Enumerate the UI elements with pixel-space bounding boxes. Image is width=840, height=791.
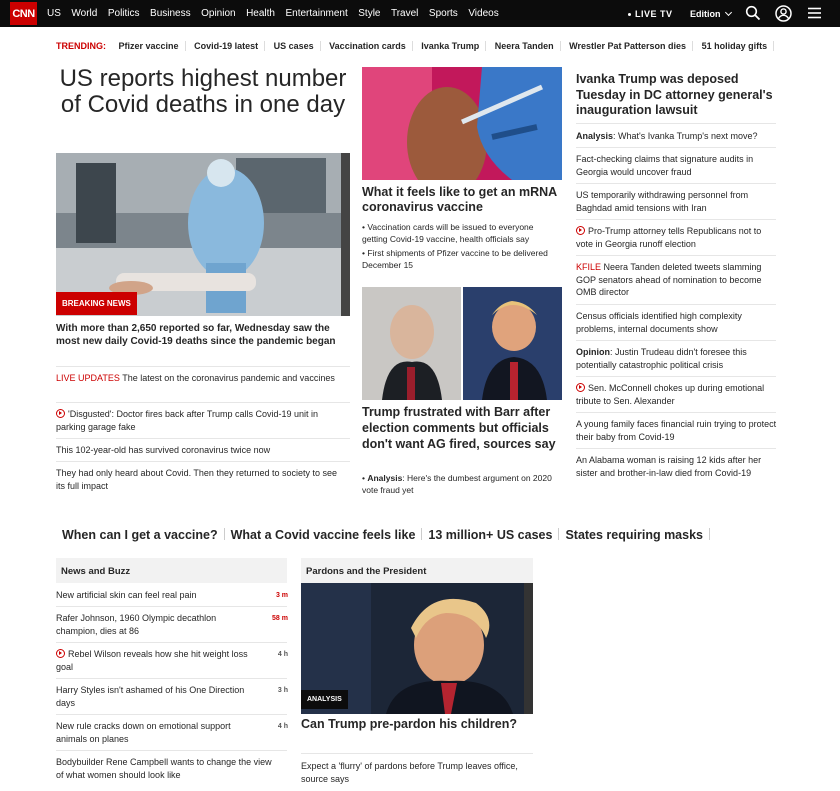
user-icon[interactable] — [775, 5, 792, 22]
edition-label: Edition — [690, 9, 721, 19]
chevron-down-icon — [724, 9, 731, 16]
quick-link[interactable]: When can I get a vaccine? — [62, 528, 218, 542]
trending-item[interactable]: 51 holiday gifts — [696, 41, 775, 51]
nav-link-business[interactable]: Business — [150, 8, 191, 19]
analysis-label: Analysis — [367, 473, 403, 483]
news-buzz-item[interactable] — [56, 648, 256, 673]
quick-link[interactable]: States requiring masks — [565, 528, 703, 542]
lead-subhead[interactable]: With more than 2,650 reported so far, Wednesday saw the most new daily Covid-19 deaths since the pandemic began — [56, 323, 336, 347]
pardons-headline[interactable]: Can Trump pre-pardon his children? — [301, 717, 517, 731]
play-icon — [576, 226, 585, 235]
opinion-label: Opinion — [576, 347, 610, 357]
divider — [576, 448, 776, 449]
list-item[interactable] — [576, 454, 780, 479]
list-item[interactable] — [56, 467, 346, 492]
vaccine-headline[interactable]: What it feels like to get an mRNA coronavirus vaccine — [362, 185, 557, 214]
list-item-text: Expect a 'flurry' of pardons before Trump leaves office, source says — [301, 761, 518, 784]
list-item[interactable] — [576, 346, 780, 371]
live-tv-label: LIVE TV — [635, 9, 673, 19]
cnn-logo[interactable]: CNN — [10, 2, 37, 25]
list-item-text: Census officials identified high complexity problems, internal documents show — [576, 311, 742, 334]
list-item-text: US temporarily withdrawing personnel from Baghdad amid tensions with Iran — [576, 190, 749, 213]
section-nav — [47, 0, 509, 27]
quick-link[interactable]: What a Covid vaccine feels like — [230, 528, 416, 542]
list-item[interactable] — [576, 261, 780, 299]
vaccine-image[interactable] — [362, 67, 562, 180]
nav-link-videos[interactable]: Videos — [468, 8, 499, 19]
quick-link[interactable]: 13 million+ US cases — [428, 528, 553, 542]
menu-icon[interactable] — [807, 5, 822, 21]
list-item[interactable] — [56, 444, 346, 457]
divider — [576, 123, 776, 124]
live-dot-icon — [628, 13, 631, 16]
divider — [576, 412, 776, 413]
divider — [56, 750, 287, 751]
nav-link-world[interactable]: World — [71, 8, 98, 19]
list-item[interactable] — [576, 310, 780, 335]
divider — [56, 714, 287, 715]
timestamp: 4 h — [277, 651, 288, 658]
list-item-text: 'Disgusted': Doctor fires back after Trump calls Covid-19 unit in parking garage fake — [56, 409, 319, 432]
list-item-text: : Here's the dumbest argument on 2020 vote fraud yet — [362, 473, 552, 495]
list-item[interactable]: • Vaccination cards will be issued to everyone getting Covid-19 vaccine, health officials say — [362, 222, 534, 244]
news-buzz-heading[interactable]: News and Buzz — [56, 558, 287, 583]
nav-link-politics[interactable]: Politics — [107, 8, 140, 19]
list-item-text: They had only heard about Covid. Then they returned to society to see its full impact — [56, 468, 338, 491]
list-item-text: Rebel Wilson reveals how she hit weight loss goal — [56, 649, 248, 672]
trending-item[interactable]: Vaccination cards — [323, 41, 413, 51]
list-item-text: Harry Styles isn't ashamed of his One Direction days — [56, 685, 245, 708]
analysis-badge: ANALYSIS — [301, 690, 348, 709]
trending-item[interactable]: Wrestler Pat Patterson dies — [563, 41, 693, 51]
news-buzz-item[interactable] — [56, 589, 256, 602]
list-item-text: Fact-checking claims that signature audits in Georgia would uncover fraud — [576, 154, 754, 177]
list-item[interactable]: • Analysis: Here's the dumbest argument on 2020 vote fraud yet — [362, 473, 552, 495]
trending-item[interactable]: US cases — [268, 41, 321, 51]
nav-link-sports[interactable]: Sports — [428, 8, 458, 19]
news-buzz-item[interactable] — [56, 612, 256, 637]
list-item-text: An Alabama woman is raising 12 kids after her sister and brother-in-law died from Covid-19 — [576, 455, 762, 478]
divider — [56, 606, 287, 607]
list-item-text: Neera Tanden deleted tweets slamming GOP senators ahead of nomination to become OMB director — [576, 262, 762, 297]
nav-link-health[interactable]: Health — [246, 8, 275, 19]
pardons-heading[interactable]: Pardons and the President — [301, 558, 533, 583]
list-item-text: This 102-year-old has survived coronavirus twice now — [56, 445, 271, 455]
list-item-text: The latest on the coronavirus pandemic and vaccines — [122, 373, 335, 383]
timestamp: 58 m — [272, 615, 288, 622]
divider — [56, 366, 350, 367]
list-item[interactable] — [576, 189, 780, 214]
divider — [56, 438, 350, 439]
list-item-text: : Justin Trudeau didn't foresee this potentially catastrophic political crisis — [576, 347, 747, 370]
timestamp: 3 m — [275, 592, 288, 599]
divider — [576, 376, 776, 377]
edition-selector[interactable] — [690, 9, 731, 19]
trending-bar — [56, 41, 774, 51]
divider — [576, 304, 776, 305]
list-item-text: Pro-Trump attorney tells Republicans not to vote in Georgia runoff election — [576, 226, 762, 249]
analysis-label: Analysis — [576, 131, 614, 141]
divider — [301, 753, 533, 754]
trending-label: TRENDING: — [56, 41, 106, 51]
play-icon — [576, 383, 585, 392]
news-buzz-item[interactable] — [56, 756, 281, 781]
list-item[interactable] — [576, 225, 780, 250]
list-item-text: First shipments of Pfizer vaccine to be delivered December 15 — [362, 248, 548, 270]
barr-trump-image[interactable] — [362, 287, 562, 400]
live-updates-label: LIVE UPDATES — [56, 373, 120, 383]
divider — [56, 642, 287, 643]
list-item-text: : What's Ivanka Trump's next move? — [613, 131, 758, 141]
top-navigation — [0, 0, 840, 27]
divider — [56, 461, 350, 462]
live-tv-link[interactable] — [628, 9, 673, 19]
play-icon — [56, 409, 65, 418]
timestamp: 3 h — [277, 687, 288, 694]
news-buzz-item[interactable] — [56, 684, 256, 709]
nav-link-opinion[interactable]: Opinion — [201, 8, 236, 19]
list-item[interactable] — [576, 418, 780, 443]
news-buzz-item[interactable] — [56, 720, 256, 745]
nav-link-travel[interactable]: Travel — [390, 8, 419, 19]
divider — [576, 340, 776, 341]
nav-link-us[interactable]: US — [47, 8, 61, 19]
divider — [56, 402, 350, 403]
trending-item[interactable]: Neera Tanden — [489, 41, 561, 51]
trending-item[interactable]: Pfizer vaccine — [113, 41, 186, 51]
divider — [56, 678, 287, 679]
trending-item[interactable]: Ivanka Trump — [415, 41, 486, 51]
list-item-text: Sen. McConnell chokes up during emotional tribute to Sen. Alexander — [576, 383, 765, 406]
divider — [576, 147, 776, 148]
list-item[interactable]: • First shipments of Pfizer vaccine to be delivered December 15 — [362, 248, 548, 270]
trending-item[interactable]: Covid-19 latest — [188, 41, 265, 51]
nav-link-entertainment[interactable]: Entertainment — [285, 8, 348, 19]
divider — [576, 219, 776, 220]
kfile-label: KFILE — [576, 262, 602, 272]
list-item-text: Rafer Johnson, 1960 Olympic decathlon champion, dies at 86 — [56, 613, 217, 636]
list-item[interactable] — [56, 372, 346, 385]
nav-link-style[interactable]: Style — [358, 8, 381, 19]
ivanka-headline[interactable]: Ivanka Trump was deposed Tuesday in DC attorney general's inauguration lawsuit — [576, 72, 773, 117]
list-item-text: Bodybuilder Rene Campbell wants to change the view of what women should look like — [56, 757, 272, 780]
search-icon[interactable] — [745, 5, 761, 21]
list-item-text: A young family faces financial ruin trying to protect their baby from Covid-19 — [576, 419, 777, 442]
list-item[interactable] — [56, 408, 346, 433]
list-item-text: New artificial skin can feel real pain — [56, 590, 197, 600]
list-item[interactable] — [301, 760, 531, 785]
lead-headline[interactable]: US reports highest number of Covid deaths in one day — [59, 65, 347, 118]
list-item[interactable] — [576, 130, 780, 143]
list-item[interactable] — [576, 153, 780, 178]
divider — [576, 255, 776, 256]
barr-headline[interactable]: Trump frustrated with Barr after election comments but officials don't want AG fired, sources say — [362, 405, 556, 451]
list-item[interactable] — [576, 382, 780, 407]
divider — [576, 183, 776, 184]
play-icon — [56, 649, 65, 658]
list-item-text: New rule cracks down on emotional support animals on planes — [56, 721, 231, 744]
timestamp: 4 h — [277, 723, 288, 730]
separator — [709, 528, 710, 540]
breaking-news-badge: BREAKING NEWS — [56, 292, 137, 315]
quick-links-bar — [62, 528, 710, 542]
list-item-text: Vaccination cards will be issued to everyone getting Covid-19 vaccine, health officials say — [362, 222, 534, 244]
